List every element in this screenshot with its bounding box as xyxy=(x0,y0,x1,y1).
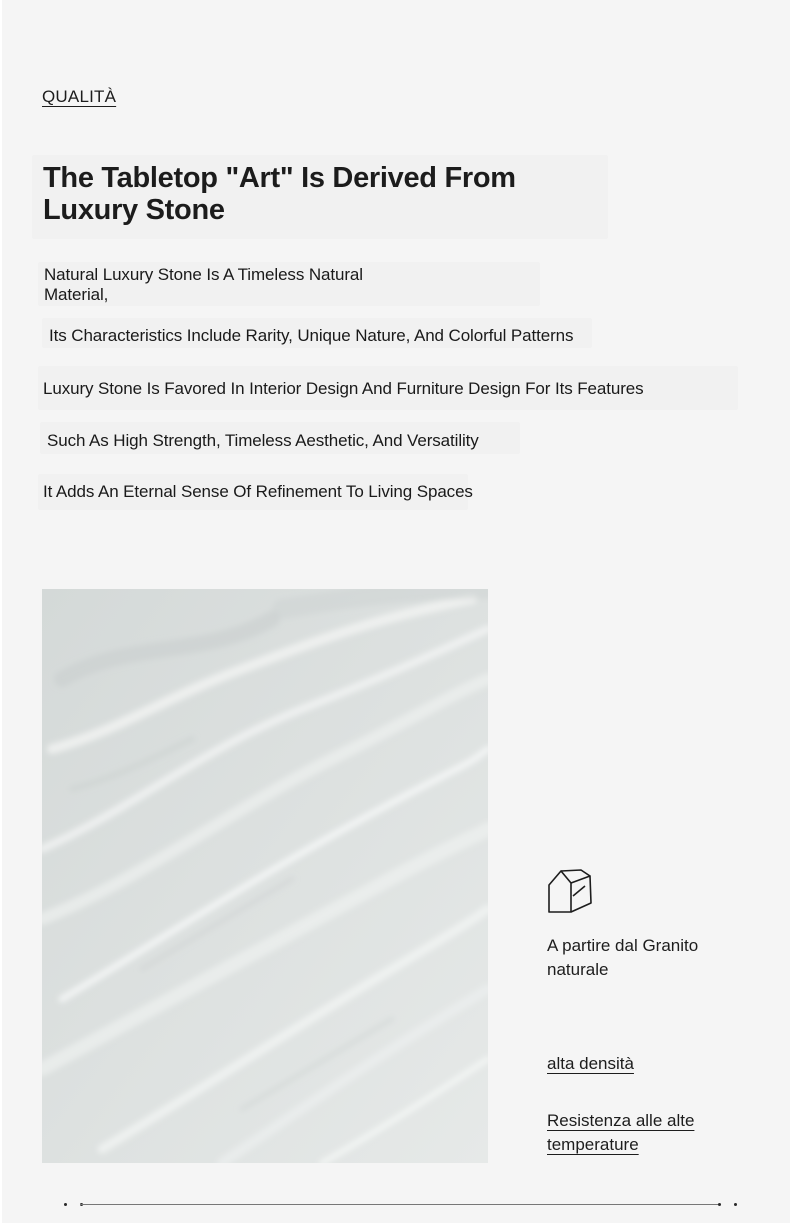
feature-density: alta densità xyxy=(547,1054,634,1073)
paragraph-5: It Adds An Eternal Sense Of Refinement To Living Spaces xyxy=(43,482,473,501)
divider-dot xyxy=(734,1203,737,1206)
page xyxy=(2,0,790,1223)
paragraph-1: Natural Luxury Stone Is A Timeless Natural Material, xyxy=(44,265,363,304)
feature-heat-resistance: Resistenza alle alte temperature xyxy=(547,1111,695,1154)
feature-origin: A partire dal Granito naturale xyxy=(547,936,699,979)
stone-texture-image xyxy=(42,589,488,1163)
divider-dot xyxy=(718,1203,721,1206)
house-outline-icon xyxy=(547,869,593,915)
bottom-divider xyxy=(80,1204,720,1205)
page-title: The Tabletop "Art" Is Derived From Luxury Stone xyxy=(43,162,516,226)
divider-dot xyxy=(64,1203,67,1206)
paragraph-4: Such As High Strength, Timeless Aesthetic, And Versatility xyxy=(47,431,479,450)
section-eyebrow: QUALITÀ xyxy=(42,87,117,106)
paragraph-3: Luxury Stone Is Favored In Interior Design And Furniture Design For Its Features xyxy=(43,379,644,398)
paragraph-2: Its Characteristics Include Rarity, Unique Nature, And Colorful Patterns xyxy=(49,326,574,345)
